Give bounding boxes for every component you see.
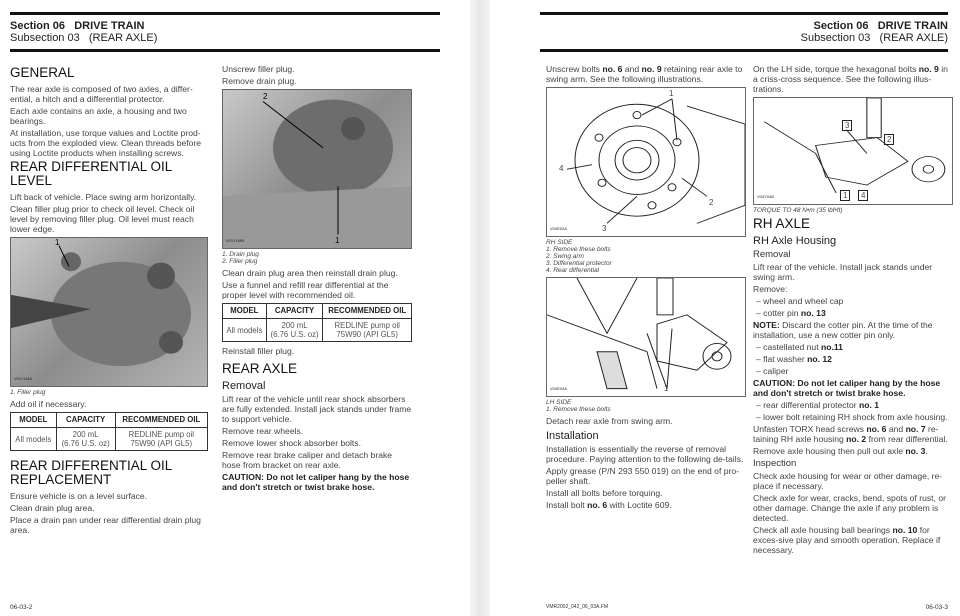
paragraph [753, 446, 953, 456]
col-header-oil: RECOMMENDED OIL [115, 413, 207, 428]
list-item [753, 400, 953, 410]
page-header [10, 20, 157, 44]
text: Remove axle housing then pull out axle [753, 446, 906, 456]
callout-1: 1 [335, 236, 340, 245]
removal-heading: Removal [222, 380, 266, 392]
paragraph: Each axle contains an axle, a housing and two bearings. [10, 106, 187, 126]
subsection-number: Subsection 03 [10, 32, 80, 44]
ref: no. 1 [859, 400, 880, 410]
figure-code: V04E02A [550, 226, 567, 231]
oil-grade: 75W90 (API GL5) [130, 439, 193, 448]
caution-text: Do not let caliper hang by the hose and don't stretch or twist brake hose. [753, 378, 941, 398]
paragraph: Remove lower shock absorber bolts. [222, 438, 361, 448]
caption-item: 2. Swing arm [546, 253, 584, 260]
cell-oil [115, 428, 207, 451]
paragraph: Clean drain plug area then reinstall drain plug. [222, 268, 398, 278]
ref: no. 10 [892, 525, 918, 535]
paragraph: Remove drain plug. [222, 76, 297, 86]
caution-label: CAUTION: [753, 378, 796, 388]
text: – flat washer [756, 354, 808, 364]
paragraph: Reinstall filler plug. [222, 346, 295, 356]
text: Unscrew bolts [546, 64, 603, 74]
text: for exces-sive play and smooth operation. Replace if necessary. [753, 525, 941, 555]
figure-caption [546, 399, 746, 413]
text: – lower bolt retaining RH shock from axle housing. [756, 412, 948, 422]
note-text: Discard the cotter pin. At the time of the installation, use a new cotter pin only. [753, 320, 933, 340]
paragraph: Remove rear brake caliper and detach brake hose from bracket on rear axle. [222, 450, 393, 470]
paragraph: Apply grease (P/N 293 550 019) on the end of pro-peller shaft. [546, 466, 740, 486]
right-column-2 [753, 64, 953, 557]
paragraph: The rear axle is composed of two axles, a differ-ential, a hitch and a differential protector. [10, 84, 193, 104]
header-rule-top [540, 12, 948, 15]
ref: no. 7 [905, 424, 926, 434]
callout-1: 1 [664, 384, 669, 393]
paragraph: Add oil if necessary. [10, 399, 87, 409]
oil-table-2 [222, 303, 412, 342]
ref: no. 13 [800, 308, 826, 318]
paragraph: Lift back of vehicle. Place swing arm horizontally. [10, 192, 197, 202]
list-item [753, 354, 953, 364]
left-page [0, 0, 470, 616]
col-header-capacity: CAPACITY [56, 413, 115, 428]
paragraph: Installation is essentially the reverse of removal procedure. Paying attention to the following de-tails. [546, 444, 744, 464]
paragraph [546, 64, 746, 84]
lh-axle-diagram [754, 98, 952, 204]
caution [222, 472, 412, 492]
text: and [622, 64, 642, 74]
header-rule-top [10, 12, 440, 15]
text: – caliper [756, 366, 789, 376]
section-number: Section 06 [10, 20, 66, 32]
paragraph: Detach rear axle from swing arm. [546, 416, 673, 426]
list-item [753, 342, 953, 352]
paragraph: Remove rear wheels. [222, 426, 304, 436]
text: retaining rear axle to swing arm. See the following illustrations. [546, 64, 743, 84]
section-title: DRIVE TRAIN [877, 20, 948, 32]
paragraph: Clean drain plug area. [10, 503, 95, 513]
paragraph: Check axle housing for wear or other damage, re-place if necessary. [753, 471, 943, 491]
caption-item: 3. Differential protector [546, 260, 612, 267]
section-number: Section 06 [813, 20, 869, 32]
callout-3: 3 [842, 120, 852, 131]
figure-caption [546, 239, 746, 274]
differential-photo-drawing [223, 90, 411, 248]
figure-code: V01Y1MA [14, 376, 33, 381]
lh-side-diagram [546, 277, 746, 397]
col-header-model: MODEL [11, 413, 57, 428]
text: – rear differential protector [756, 400, 860, 410]
callout-1: 1 [840, 190, 850, 201]
figure-code: V04Y04B [757, 194, 774, 199]
ref: no. 2 [846, 434, 867, 444]
right-page [490, 0, 960, 616]
text: – wheel and wheel cap [756, 296, 844, 306]
right-column-1 [546, 64, 746, 512]
caution-label: CAUTION: [222, 472, 265, 482]
cell-capacity [56, 428, 115, 451]
left-column-2 [222, 64, 412, 494]
paragraph [753, 525, 953, 555]
subsection-title: (REAR AXLE) [88, 32, 158, 44]
text: – cotter pin [756, 308, 801, 318]
page-gutter [470, 0, 490, 616]
cell-oil [323, 319, 412, 342]
caption-item: 1. Remove these bolts [546, 246, 611, 253]
callout-2: 2 [884, 134, 894, 145]
paragraph: Lift rear of the vehicle until rear shock absorbers are fully extended. Install jack stands under frame to support vehicle. [222, 394, 412, 424]
figure-caption [222, 251, 412, 265]
ref: no.11 [820, 342, 843, 352]
list-item [753, 296, 953, 306]
rh-axle-housing-heading: RH Axle Housing [753, 235, 837, 247]
axle-photo-drawing [11, 238, 207, 386]
paragraph: Remove: [753, 284, 788, 294]
oil-grade: 75W90 (API GL5) [336, 330, 398, 339]
rh-axle-heading: RH AXLE [753, 216, 811, 231]
caption-item: 4. Rear differential [546, 267, 600, 274]
ref: no. 9 [641, 64, 662, 74]
paragraph: Unscrew filler plug. [222, 64, 295, 74]
text: with Loctite 609. [607, 500, 672, 510]
page-header [801, 20, 948, 44]
text: On the LH side, torque the hexagonal bolts [753, 64, 919, 74]
caption-title: RH SIDE [546, 239, 573, 246]
drain-plug-photo [222, 89, 412, 249]
col-header-oil: RECOMMENDED OIL [323, 304, 412, 319]
subsection-title: (REAR AXLE) [879, 32, 948, 44]
oil-name: REDLINE pump oil [128, 430, 195, 439]
paragraph: Install all bolts before torquing. [546, 488, 663, 498]
callout-4: 4 [559, 164, 564, 173]
paragraph: At installation, use torque values and Loctite prod-ucts from the exploded view. Clean threads before using Loctite products when installing screws. [10, 128, 202, 158]
text: – castellated nut [756, 342, 821, 352]
list-item [753, 412, 953, 422]
oil-replacement-heading: REAR DIFFERENTIAL OIL REPLACEMENT [10, 458, 172, 487]
ref: no. 9 [918, 64, 939, 74]
text: re-taining RH axle housing [753, 424, 939, 444]
caption-item: 2. Filler plug [222, 258, 258, 265]
capacity-ml: 200 mL [281, 321, 308, 330]
col-header-capacity: CAPACITY [266, 304, 323, 319]
list-item [753, 308, 953, 318]
capacity-oz: (6.76 U.S. oz) [270, 330, 319, 339]
text: from rear differential. [866, 434, 948, 444]
paragraph: Ensure vehicle is on a level surface. [10, 491, 148, 501]
text: Check all axle housing ball bearings [753, 525, 893, 535]
paragraph [753, 424, 953, 444]
subsection-number: Subsection 03 [800, 32, 871, 44]
paragraph: Use a funnel and refill rear differential at the proper level with recommended oil. [222, 280, 389, 300]
removal-heading: Removal [753, 249, 791, 260]
text: and [886, 424, 906, 434]
callout-3: 3 [602, 224, 607, 233]
filler-plug-photo [10, 237, 208, 387]
figure-caption: 1. Filler plug [10, 389, 46, 396]
caution-text: Do not let caliper hang by the hose and don't stretch or twist brake hose. [222, 472, 410, 492]
paragraph [546, 500, 746, 510]
paragraph [753, 64, 953, 94]
swing-arm-diagram [547, 278, 745, 396]
paragraph: Check axle for wear, cracks, bend, spots of rust, or other damage. Change the axle if any problem is detected. [753, 493, 946, 523]
rh-side-diagram [546, 87, 746, 237]
text: Unfasten TORX head screws [753, 424, 867, 434]
oil-table [10, 412, 208, 451]
paragraph: Clean filler plug prior to check oil level. Check oil level by removing filler plug. Oil level must reach lower edge. [10, 204, 195, 234]
text: . [925, 446, 928, 456]
callout-1: 1 [669, 89, 674, 98]
figure-code: V01Y1MB [226, 238, 245, 243]
file-name: VMR2002_042_06_03A.FM [546, 604, 608, 610]
oil-name: REDLINE pump oil [334, 321, 400, 330]
differential-bolt-diagram [547, 88, 745, 236]
cell-capacity [266, 319, 323, 342]
paragraph: Lift rear of the vehicle. Install jack stands under swing arm. [753, 262, 933, 282]
caption-item: 1. Remove these bolts [546, 406, 611, 413]
cell-model: All models [223, 319, 267, 342]
ref: no. 6 [587, 500, 608, 510]
callout-4: 4 [858, 190, 868, 201]
ref: no. 12 [807, 354, 832, 364]
header-rule-bottom [540, 49, 948, 52]
header-rule-bottom [10, 49, 440, 52]
capacity-ml: 200 mL [72, 430, 99, 439]
caution [753, 378, 953, 398]
ref: no. 6 [866, 424, 887, 434]
oil-level-heading: REAR DIFFERENTIAL OIL LEVEL [10, 159, 172, 188]
capacity-oz: (6.76 U.S. oz) [61, 439, 110, 448]
left-column-1 [10, 64, 208, 537]
caption-item: 1. Drain plug [222, 251, 259, 258]
inspection-heading: Inspection [753, 458, 797, 469]
figure-caption: TORQUE TO 48 N•m (35 lbf•ft) [753, 207, 843, 214]
callout-2: 2 [263, 92, 268, 101]
ref: no. 3 [905, 446, 926, 456]
section-title: DRIVE TRAIN [74, 20, 145, 32]
rear-axle-heading: REAR AXLE [222, 361, 298, 376]
figure-code: V04E04A [550, 386, 567, 391]
text: in a criss-cross sequence. See the following illus-trations. [753, 64, 948, 94]
torque-diagram [753, 97, 953, 205]
installation-heading: Installation [546, 430, 599, 442]
callout-1: 1 [55, 238, 60, 247]
page-number: 06-03-3 [925, 604, 948, 611]
note [753, 320, 953, 340]
list-item [753, 366, 953, 376]
paragraph: Place a drain pan under rear differential drain plug area. [10, 515, 201, 535]
caption-title: LH SIDE [546, 399, 572, 406]
note-label: NOTE: [753, 320, 780, 330]
page-number: 06-03-2 [10, 604, 33, 611]
col-header-model: MODEL [223, 304, 267, 319]
ref: no. 6 [602, 64, 623, 74]
text: Install bolt [546, 500, 588, 510]
cell-model: All models [11, 428, 57, 451]
general-heading: GENERAL [10, 65, 75, 80]
callout-2: 2 [709, 198, 714, 207]
